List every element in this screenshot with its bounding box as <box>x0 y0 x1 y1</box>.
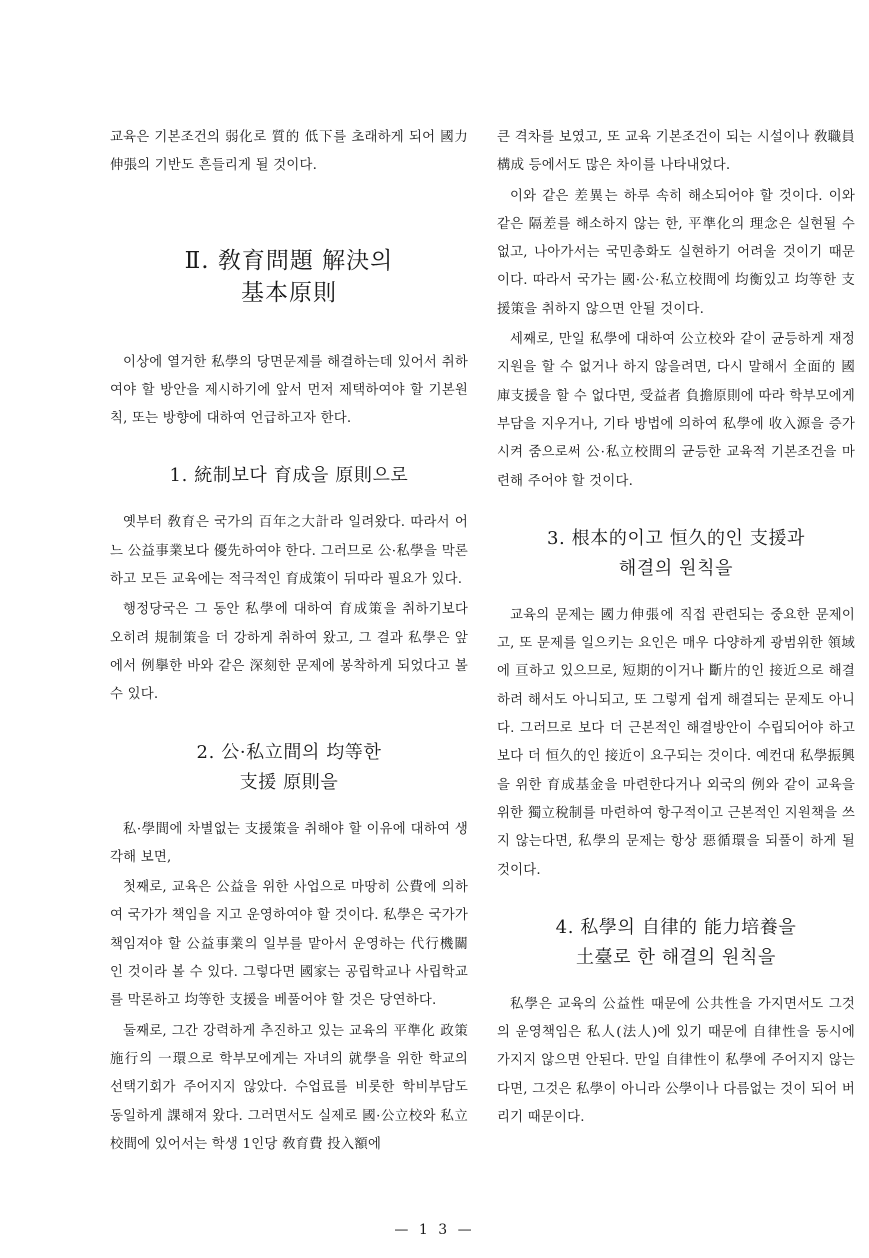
page-number: — 1 3 — <box>394 1222 475 1238</box>
heading-2-paragraph-1: 私·學間에 차별없는 支援策을 취해야 할 이유에 대하여 생각해 보면, <box>110 821 468 865</box>
heading-3-paragraph-1: 교육의 문제는 國力伸張에 직접 관련되는 중요한 문제이고, 또 문제를 일으키는 요인은 매우 다양하게 광범위한 領域에 亘하고 있으므로, 短期的이거나 斷片的인 接近으로 해결하려 해서도 아니되고, 또 그렇게 쉽게 해결되는 문제도 아니다. 그러므로 보다 더 근본적인 해결방안이 수립되어야 하고 보다 더 恒久的인 接近이 요구되는 것이다. 예컨대 私學振興을 위한 育成基金을 마련한다거나 외국의 例와 같이 교육을 위한 獨立稅制를 마련하여 항구적이고 근본적인 지원책을 쓰지 않는다면, 私學의 문제는 항상 惡循環을 되풀이 하게 될 것이다. <box>497 607 855 878</box>
third-point-paragraph: 세째로, 만일 私學에 대하여 公立校와 같이 균등하게 재정지원을 할 수 없거나 하지 않을려면, 다시 말해서 全面的 國庫支援을 할 수 없다면, 受益者 負擔原則에 따라 학부모에게 부담을 지우거나, 기타 방법에 의하여 私學에 收入源을 증가시켜 줌으로써 公·私立校間의 균등한 교육적 기본조건을 마련해 주어야 할 것이다. <box>497 332 855 489</box>
heading-3-line-1: 3. 根本的이고 恒久的인 支援과 <box>546 527 806 549</box>
left-column <box>110 124 468 1161</box>
intro-paragraph: 교육은 기본조건의 弱化로 質的 低下를 초래하게 되어 國力伸張의 기반도 흔들리게 될 것이다. <box>110 130 468 174</box>
heading-1-paragraph-2: 행정당국은 그 동안 私學에 대하여 育成策을 취하기보다 오히려 規制策을 더 강하게 취하여 왔고, 그 결과 私學은 앞에서 例擧한 바와 같은 深刻한 문제에 봉착하게 되었다고 볼 수 있다. <box>110 602 468 703</box>
heading-2-paragraph-3: 둘째로, 그간 강력하게 추진하고 있는 교육의 平準化 政策施行의 一環으로 학부모에게는 자녀의 就學을 위한 학교의 선택기회가 주어지지 않았다. 수업료를 비롯한 학비부담도 동일하게 課해져 왔다. 그러면서도 실제로 國·公立校와 私立校間에 있어서는 학생 1인당 敎育費 投入額에 <box>110 1023 468 1152</box>
continued-paragraph: 큰 격차를 보였고, 또 교육 기본조건이 되는 시설이나 敎職員 構成 등에서도 많은 차이를 나타내었다. <box>497 130 855 174</box>
heading-2-line-2: 支援 原則을 <box>239 771 339 793</box>
heading-1-paragraph-1: 옛부터 敎育은 국가의 百年之大計라 일려왔다. 따라서 어느 公益事業보다 優先하여야 한다. 그러므로 公·私學을 막론하고 모든 교육에는 적극적인 育成策이 뒤따라 필요가 있다. <box>110 515 468 588</box>
right-column <box>497 124 855 1134</box>
overview-paragraph: 이상에 열거한 私學의 당면문제를 해결하는데 있어서 취하여야 할 방안을 제시하기에 앞서 먼저 제택하여야 할 기본원칙, 또는 방향에 대하여 언급하고자 한다. <box>110 354 468 427</box>
heading-2-line-1: 2. 公·私立間의 均等한 <box>196 741 382 763</box>
heading-2-paragraph-2: 첫째로, 교육은 公益을 위한 사업으로 마땅히 公費에 의하여 국가가 책임을 지고 운영하여야 할 것이다. 私學은 국가가 책임져야 할 公益事業의 일부를 맡아서 운영하는 代行機關인 것이라 볼 수 있다. 그렇다면 國家는 공립학교나 사립학교를 막론하고 均等한 支援을 베풀어야 할 것은 당연하다. <box>110 880 468 1009</box>
heading-3-line-2: 해결의 원칙을 <box>618 557 734 579</box>
heading-4-paragraph-1: 私學은 교육의 公益性 때문에 公共性을 가지면서도 그것의 운영책임은 私人(法人)에 있기 때문에 自律性을 동시에 가지지 않으면 안된다. 만일 自律性이 私學에 주어지지 않는다면, 그것은 私學이 아니라 公學이나 다름없는 것이 되어 버리기 때문이다. <box>497 996 855 1126</box>
heading-4-line-2: 土臺로 한 해결의 원칙을 <box>575 946 777 968</box>
section-title-line-1: Ⅱ. 敎育問題 解決의 <box>184 247 394 274</box>
heading-1: 1. 統制보다 育成을 原則으로 <box>169 465 409 487</box>
heading-4-line-1: 4. 私學의 自律的 能力培養을 <box>555 916 797 938</box>
section-title-line-2: 基本原則 <box>241 279 337 306</box>
continued-paragraph-2: 이와 같은 差異는 하루 속히 해소되어야 할 것이다. 이와 같은 隔差를 해소하지 않는 한, 平準化의 理念은 실현될 수 없고, 나아가서는 국민총화도 실현하기 어려울 것이기 때문이다. 따라서 국가는 國·公·私立校間에 均衡있고 均等한 支援策을 취하지 않으면 안될 것이다. <box>497 188 855 317</box>
